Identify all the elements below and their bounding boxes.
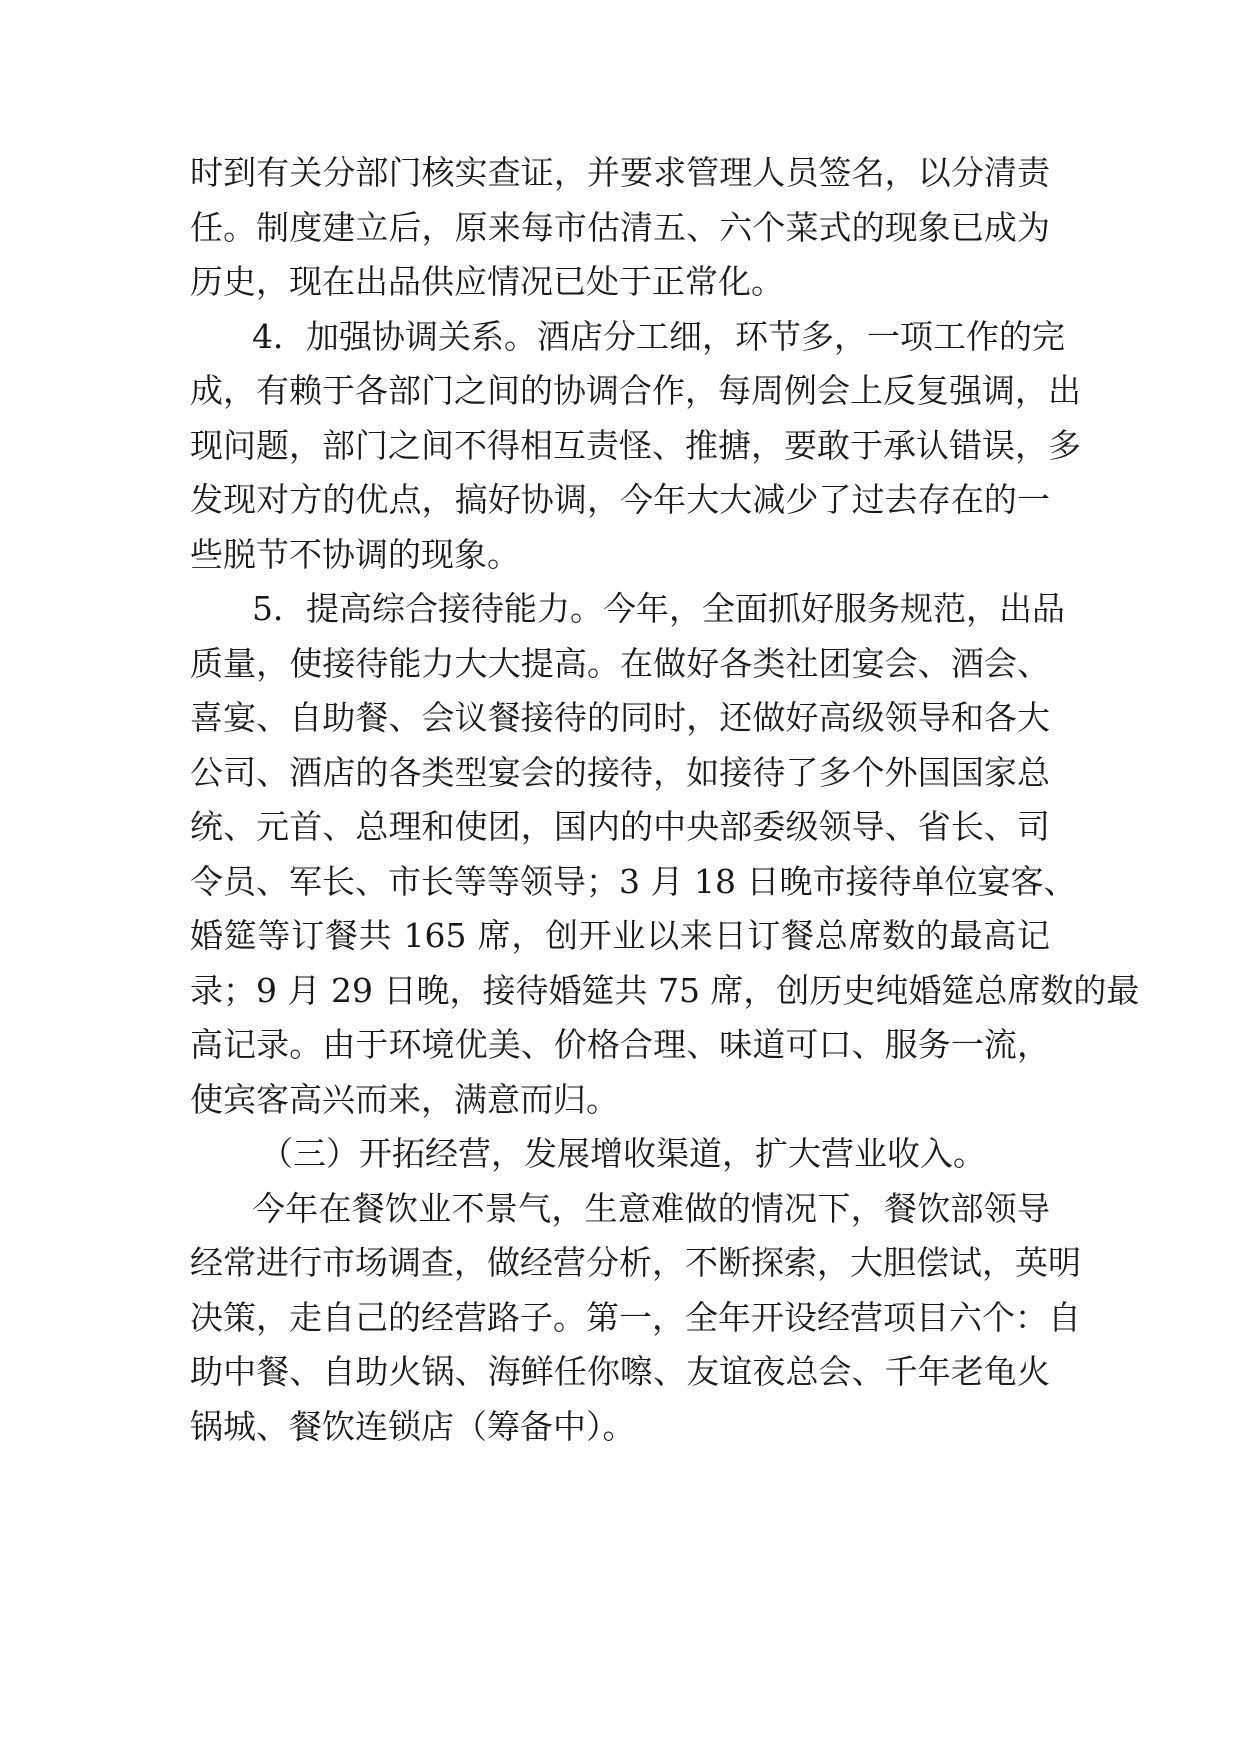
text-line: 决策，走自己的经营路子。第一，全年开设经营项目六个：自 <box>190 1297 1081 1337</box>
section-heading: （三）开拓经营，发展增收渠道，扩大营业收入。 <box>260 1134 986 1173</box>
text-line: 今年在餐饮业不景气，生意难做的情况下，餐饮部领导 <box>252 1188 1050 1228</box>
text-line: 助中餐、自助火锅、海鲜任你嚓、友谊夜总会、千年老龟火 <box>190 1352 1050 1391</box>
text-line: 些脱节不协调的现象。 <box>190 534 520 574</box>
text-line: 公司、酒店的各类型宴会的接待，如接待了多个外国国家总 <box>190 752 1050 792</box>
text-line: 4．加强协调关系。酒店分工细，环节多，一项工作的完 <box>252 316 1065 356</box>
text-line: 喜宴、自助餐、会议餐接待的同时，还做好高级领导和各大 <box>190 698 1050 737</box>
text-line: 发现对方的优点，搞好协调，今年大大减少了过去存在的一 <box>190 480 1050 519</box>
text-line: 统、元首、总理和使团，国内的中央部委级领导、省长、司 <box>190 807 1050 846</box>
text-line: 现问题，部门之间不得相互责怪、推搪，要敢于承认错误，多 <box>190 425 1081 465</box>
text-line: 任。制度建立后，原来每市估清五、六个菜式的现象已成为 <box>190 207 1050 247</box>
paragraph-continuation <box>190 146 1050 310</box>
text-line: 时到有关分部门核实查证，并要求管理人员签名，以分清责 <box>190 153 1050 192</box>
text-line: 经常进行市场调查，做经营分析，不断探索，大胆偿试，英明 <box>190 1243 1081 1282</box>
text-line: 成，有赖于各部门之间的协调合作，每周例会上反复强调，出 <box>190 371 1081 410</box>
paragraph-item-4 <box>190 310 1081 583</box>
text-line: 历史，现在出品供应情况已处于正常化。 <box>190 262 784 301</box>
text-line: 令员、军长、市长等等领导；3 月 18 日晚市接待单位宴客、 <box>190 861 1077 901</box>
document-page <box>190 146 1140 1454</box>
paragraph-section-heading <box>190 1127 1050 1182</box>
paragraph-item-5 <box>190 582 1140 1127</box>
paragraph-operations <box>190 1182 1081 1455</box>
text-line: 锅城、餐饮连锁店（筹备中）。 <box>190 1406 636 1446</box>
text-line: 高记录。由于环境优美、价格合理、味道可口、服务一流， <box>190 1025 1050 1064</box>
text-line: 5．提高综合接待能力。今年，全面抓好服务规范，出品 <box>252 589 1065 628</box>
text-line: 使宾客高兴而来，满意而归。 <box>190 1079 619 1119</box>
text-line: 录；9 月 29 日晚，接待婚筵共 75 席，创历史纯婚筵总席数的最 <box>190 970 1140 1010</box>
text-line: 质量，使接待能力大大提高。在做好各类社团宴会、酒会、 <box>190 643 1050 683</box>
text-line: 婚筵等订餐共 165 席，创开业以来日订餐总席数的最高记 <box>190 916 1050 955</box>
